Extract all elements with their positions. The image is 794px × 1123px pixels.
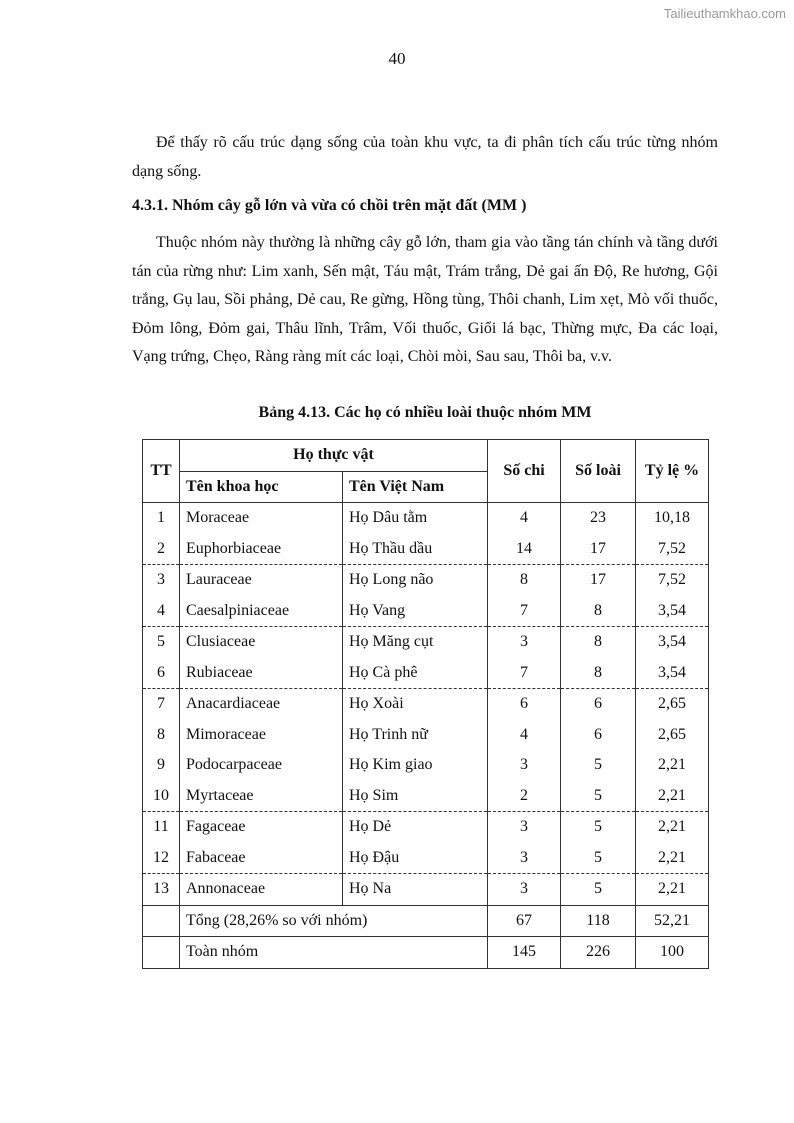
row-ratio: 7,52 <box>636 565 709 596</box>
row-tt: 4 <box>143 596 180 627</box>
table-row <box>143 720 709 751</box>
row-genera: 14 <box>488 534 561 565</box>
row-ratio: 2,21 <box>636 812 709 843</box>
section-heading: 4.3.1. Nhóm cây gỗ lớn và vừa có chồi trên mặt đất (MM ) <box>132 197 527 214</box>
header-tt: TT <box>143 440 180 503</box>
row-species: 23 <box>561 503 636 534</box>
table-row <box>143 843 709 874</box>
table-body <box>143 503 709 906</box>
table-row <box>143 874 709 906</box>
row-vietnamese-name: Họ Cà phê <box>343 658 488 689</box>
row-genera: 3 <box>488 750 561 781</box>
row-tt: 10 <box>143 781 180 812</box>
row-ratio: 7,52 <box>636 534 709 565</box>
row-genera: 2 <box>488 781 561 812</box>
all-ratio: 100 <box>636 937 709 969</box>
row-vietnamese-name: Họ Dẻ <box>343 812 488 843</box>
table-row <box>143 534 709 565</box>
header-genera: Số chi <box>488 440 561 503</box>
header-vietnamese-name: Tên Việt Nam <box>343 471 488 503</box>
row-tt: 9 <box>143 750 180 781</box>
row-tt: 6 <box>143 658 180 689</box>
row-tt: 5 <box>143 627 180 658</box>
row-scientific-name: Moraceae <box>180 503 343 534</box>
row-ratio: 2,65 <box>636 689 709 720</box>
row-ratio: 3,54 <box>636 596 709 627</box>
table-row <box>143 503 709 534</box>
row-tt: 11 <box>143 812 180 843</box>
row-ratio: 2,21 <box>636 843 709 874</box>
row-genera: 3 <box>488 627 561 658</box>
row-scientific-name: Caesalpiniaceae <box>180 596 343 627</box>
all-group-row <box>143 937 709 969</box>
row-vietnamese-name: Họ Trinh nữ <box>343 720 488 751</box>
row-vietnamese-name: Họ Vang <box>343 596 488 627</box>
row-scientific-name: Euphorbiaceae <box>180 534 343 565</box>
row-vietnamese-name: Họ Kim giao <box>343 750 488 781</box>
intro-paragraph: Để thấy rõ cấu trúc dạng sống của toàn khu vực, ta đi phân tích cấu trúc từng nhóm dạng sống. <box>132 134 718 180</box>
row-scientific-name: Anacardiaceae <box>180 689 343 720</box>
row-ratio: 3,54 <box>636 627 709 658</box>
row-genera: 7 <box>488 596 561 627</box>
row-species: 5 <box>561 781 636 812</box>
total-label: Tổng (28,26% so với nhóm) <box>180 905 488 937</box>
row-species: 5 <box>561 812 636 843</box>
row-tt: 7 <box>143 689 180 720</box>
all-label: Toàn nhóm <box>180 937 488 969</box>
total-species: 118 <box>561 905 636 937</box>
row-genera: 6 <box>488 689 561 720</box>
header-ratio: Tỷ lệ % <box>636 440 709 503</box>
row-vietnamese-name: Họ Xoài <box>343 689 488 720</box>
total-ratio: 52,21 <box>636 905 709 937</box>
total-genera: 67 <box>488 905 561 937</box>
row-genera: 4 <box>488 503 561 534</box>
row-vietnamese-name: Họ Na <box>343 874 488 906</box>
row-species: 5 <box>561 843 636 874</box>
all-tt <box>143 937 180 969</box>
all-species: 226 <box>561 937 636 969</box>
row-tt: 3 <box>143 565 180 596</box>
row-genera: 8 <box>488 565 561 596</box>
row-species: 8 <box>561 658 636 689</box>
row-vietnamese-name: Họ Long não <box>343 565 488 596</box>
row-vietnamese-name: Họ Măng cụt <box>343 627 488 658</box>
header-species: Số loài <box>561 440 636 503</box>
header-scientific-name: Tên khoa học <box>180 471 343 503</box>
total-tt <box>143 905 180 937</box>
table-row <box>143 781 709 812</box>
row-scientific-name: Fabaceae <box>180 843 343 874</box>
row-scientific-name: Mimoraceae <box>180 720 343 751</box>
row-ratio: 3,54 <box>636 658 709 689</box>
row-scientific-name: Myrtaceae <box>180 781 343 812</box>
row-scientific-name: Annonaceae <box>180 874 343 906</box>
row-ratio: 2,21 <box>636 750 709 781</box>
row-ratio: 10,18 <box>636 503 709 534</box>
table-row <box>143 658 709 689</box>
row-species: 8 <box>561 627 636 658</box>
row-genera: 3 <box>488 874 561 906</box>
row-vietnamese-name: Họ Dâu tằm <box>343 503 488 534</box>
row-genera: 3 <box>488 812 561 843</box>
row-scientific-name: Clusiaceae <box>180 627 343 658</box>
table-row <box>143 812 709 843</box>
table-row <box>143 565 709 596</box>
table-row <box>143 596 709 627</box>
row-ratio: 2,21 <box>636 781 709 812</box>
row-vietnamese-name: Họ Đậu <box>343 843 488 874</box>
row-scientific-name: Lauraceae <box>180 565 343 596</box>
row-species: 6 <box>561 689 636 720</box>
table-row <box>143 750 709 781</box>
row-tt: 1 <box>143 503 180 534</box>
row-tt: 2 <box>143 534 180 565</box>
row-scientific-name: Fagaceae <box>180 812 343 843</box>
header-family-group: Họ thực vật <box>180 440 488 472</box>
row-tt: 13 <box>143 874 180 906</box>
page-number: 40 <box>388 49 406 68</box>
row-tt: 12 <box>143 843 180 874</box>
table-title: Bảng 4.13. Các họ có nhiều loài thuộc nhóm MM <box>258 404 592 421</box>
row-species: 17 <box>561 534 636 565</box>
row-scientific-name: Rubiaceae <box>180 658 343 689</box>
total-row <box>143 905 709 937</box>
row-vietnamese-name: Họ Thầu dầu <box>343 534 488 565</box>
row-vietnamese-name: Họ Sim <box>343 781 488 812</box>
row-genera: 4 <box>488 720 561 751</box>
row-tt: 8 <box>143 720 180 751</box>
row-genera: 3 <box>488 843 561 874</box>
family-table <box>142 439 709 969</box>
table-row <box>143 627 709 658</box>
row-species: 8 <box>561 596 636 627</box>
row-species: 5 <box>561 874 636 906</box>
all-genera: 145 <box>488 937 561 969</box>
row-ratio: 2,65 <box>636 720 709 751</box>
row-ratio: 2,21 <box>636 874 709 906</box>
row-genera: 7 <box>488 658 561 689</box>
row-scientific-name: Podocarpaceae <box>180 750 343 781</box>
row-species: 5 <box>561 750 636 781</box>
row-species: 6 <box>561 720 636 751</box>
watermark: Tailieuthamkhao.com <box>663 6 786 21</box>
row-species: 17 <box>561 565 636 596</box>
table-row <box>143 689 709 720</box>
description-paragraph: Thuộc nhóm này thường là những cây gỗ lớn, tham gia vào tầng tán chính và tầng dưới tán của rừng như: Lim xanh, Sến mật, Táu mật, Trám trắng, Dẻ gai ấn Độ, Re hương, Gội trắng, Gụ lau, Sồi phảng, Dẻ cau, Re gừng, Hồng tùng, Thôi chanh, Lim xẹt, Mò vối thuốc, Đỏm lông, Đỏm gai, Thâu lĩnh, Trâm, Vối thuốc, Giổi lá bạc, Thừng mực, Đa các loại, Vạng trứng, Chẹo, Ràng ràng mít các loại, Chòi mòi, Sau sau, Thôi ba, v.v. <box>132 234 718 365</box>
